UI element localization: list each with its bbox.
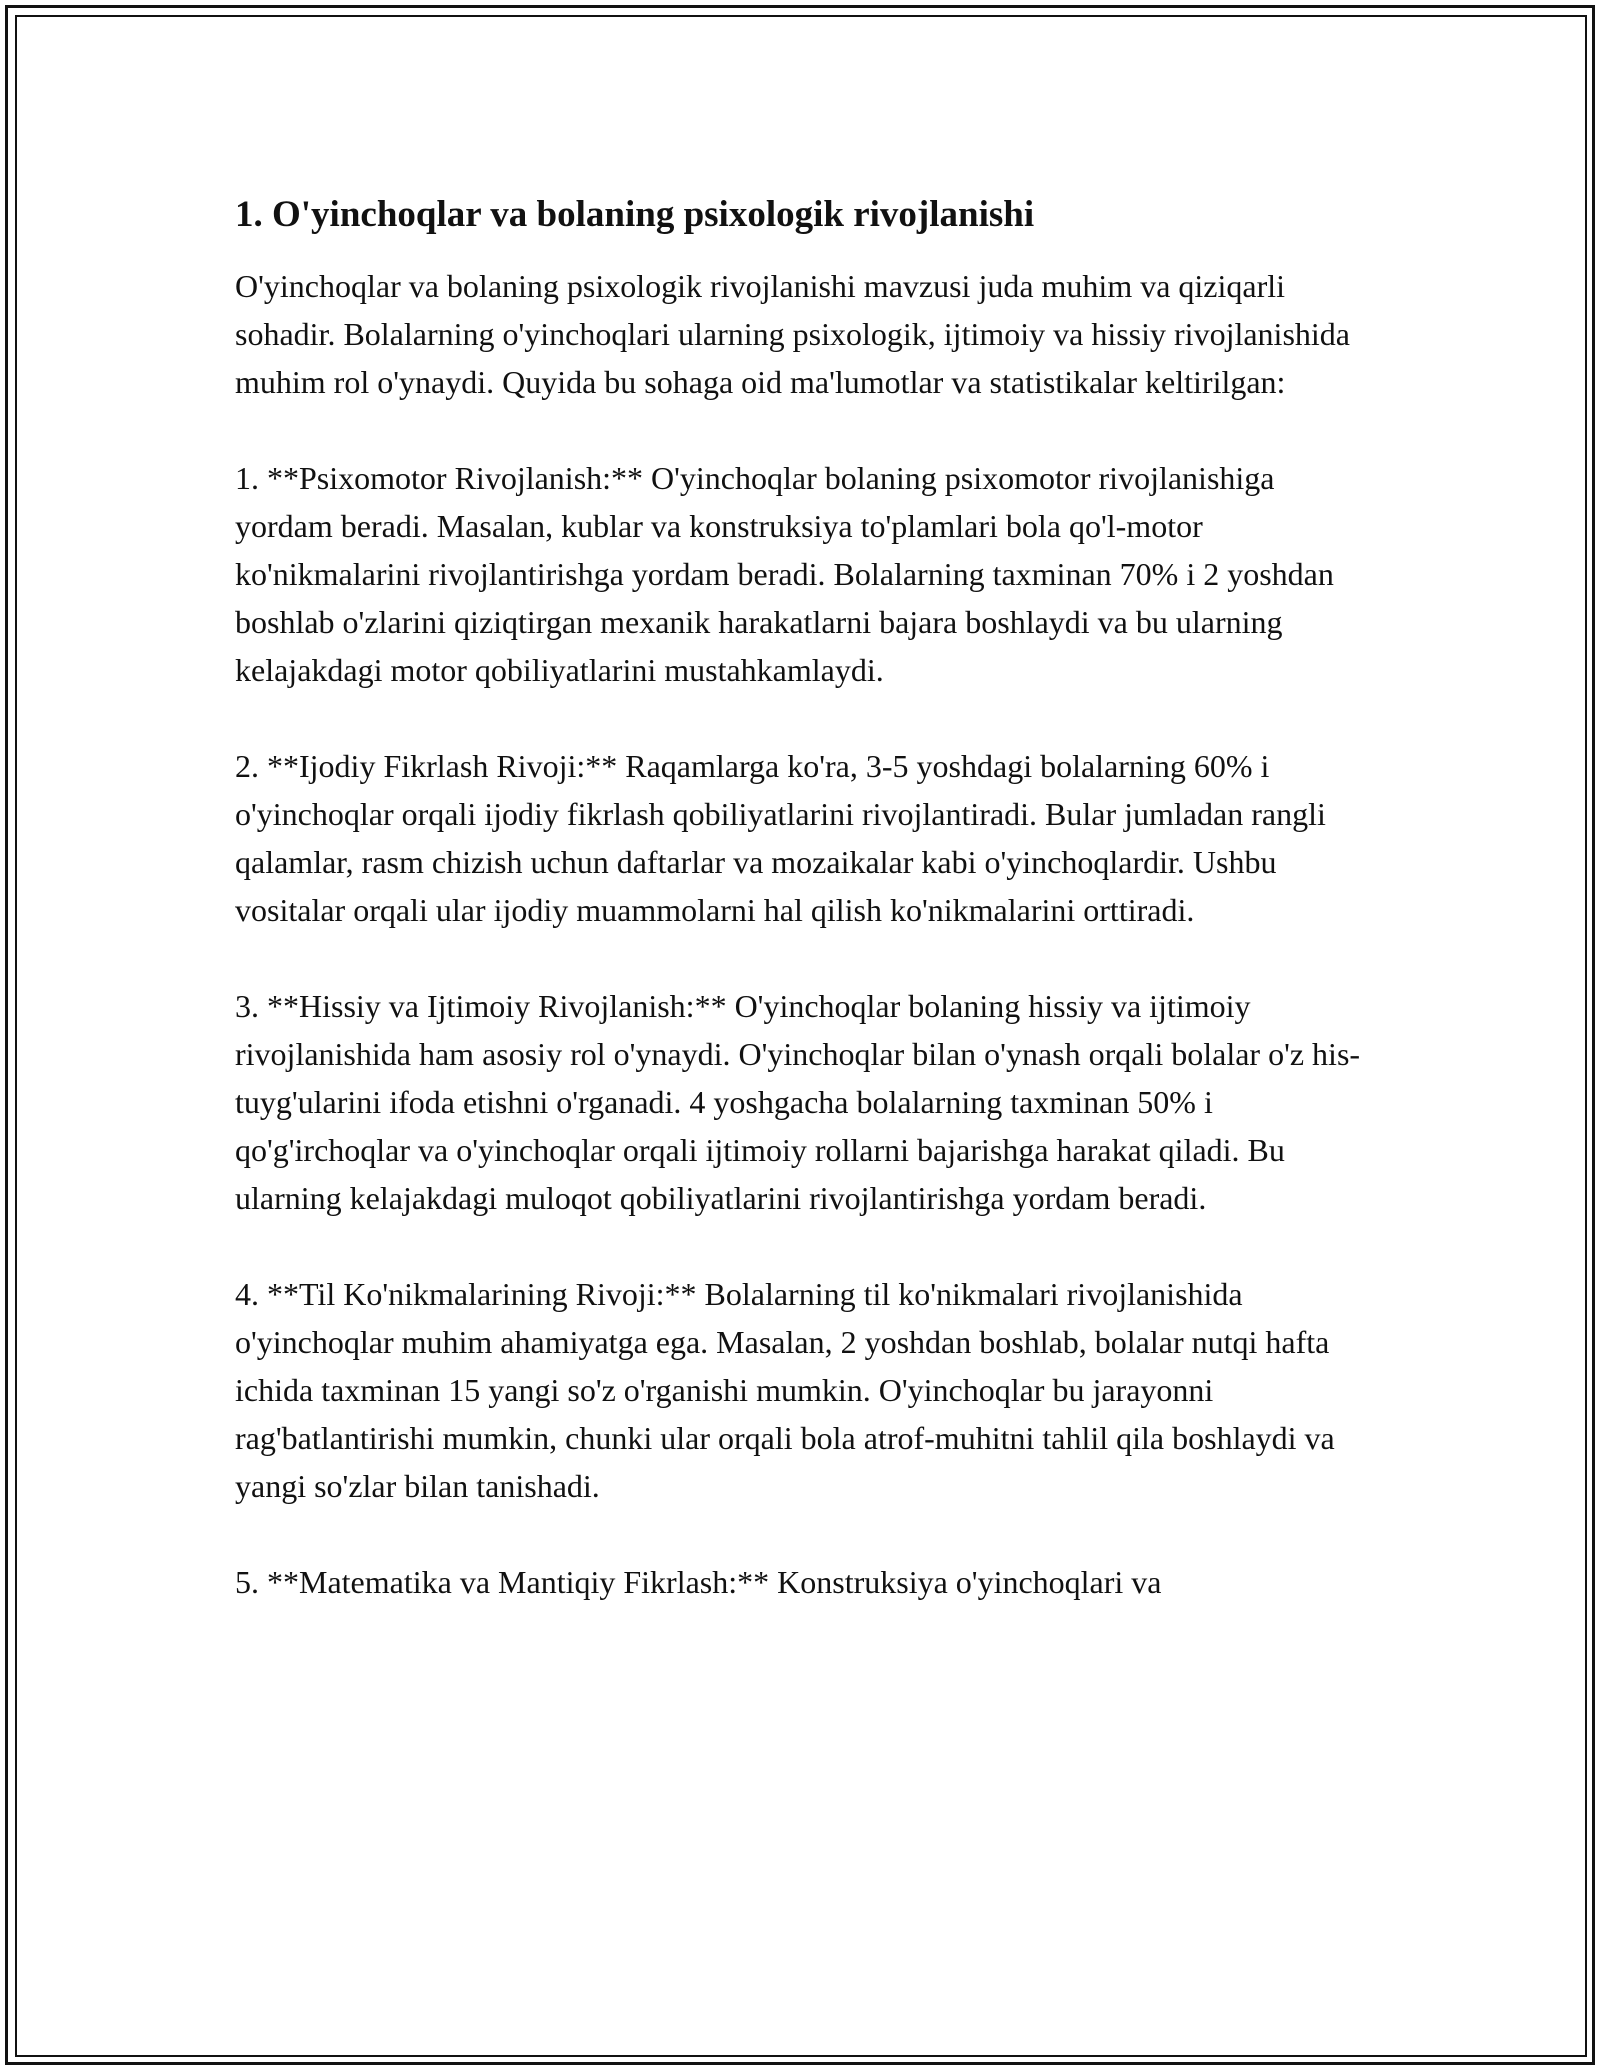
list-item-creative-thinking: 2. **Ijodiy Fikrlash Rivoji:** Raqamlarga ko'ra, 3-5 yoshdagi bolalarning 60% i o'yinchoqlar orqali ijodiy fikrlash qobiliyatlarini rivojlantiradi. Bular jumladan rangli qalamlar, rasm chizish uchun daftarlar va mozaikalar kabi o'yinchoqlardir. Ushbu vositalar orqali ular ijodiy muammolarni hal qilish ko'nikmalarini orttiradi. <box>235 748 1326 928</box>
document-page <box>235 188 1375 1606</box>
list-item-language-skills: 4. **Til Ko'nikmalarining Rivoji:** Bolalarning til ko'nikmalari rivojlanishida o'yinchoqlar muhim ahamiyatga ega. Masalan, 2 yoshdan boshlab, bolalar nutqi hafta ichida taxminan 15 yangi so'z o'rganishi mumkin. O'yinchoqlar bu jarayonni rag'batlantirishi mumkin, chunki ular orqali bola atrof-muhitni tahlil qila boshlaydi va yangi so'zlar bilan tanishadi. <box>235 1276 1335 1504</box>
list-item-psychomotor: 1. **Psixomotor Rivojlanish:** O'yinchoqlar bolaning psixomotor rivojlanishiga yordam beradi. Masalan, kublar va konstruksiya to'plamlari bola qo'l-motor ko'nikmalarini rivojlantirishga yordam beradi. Bolalarning taxminan 70% i 2 yoshdan boshlab o'zlarini qiziqtirgan mexanik harakatlarni bajara boshlaydi va bu ularning kelajakdagi motor qobiliyatlarini mustahkamlaydi. <box>235 460 1334 688</box>
list-item-math-logic: 5. **Matematika va Mantiqiy Fikrlash:** Konstruksiya o'yinchoqlari va <box>235 1564 1162 1600</box>
list-item-emotional-social: 3. **Hissiy va Ijtimoiy Rivojlanish:** O'yinchoqlar bolaning hissiy va ijtimoiy rivojlanishida ham asosiy rol o'ynaydi. O'yinchoqlar bilan o'ynash orqali bolalar o'z his-tuyg'ularini ifoda etishni o'rganadi. 4 yoshgacha bolalarning taxminan 50% i qo'g'irchoqlar va o'yinchoqlar orqali ijtimoiy rollarni bajarishga harakat qiladi. Bu ularning kelajakdagi muloqot qobiliyatlarini rivojlantirishga yordam beradi. <box>235 988 1361 1216</box>
section-heading: 1. O'yinchoqlar va bolaning psixologik rivojlanishi <box>235 194 1035 235</box>
intro-paragraph: O'yinchoqlar va bolaning psixologik rivojlanishi mavzusi juda muhim va qiziqarli sohadir. Bolalarning o'yinchoqlari ularning psixologik, ijtimoiy va hissiy rivojlanishida muhim rol o'ynaydi. Quyida bu sohaga oid ma'lumotlar va statistikalar keltirilgan: <box>235 268 1350 400</box>
